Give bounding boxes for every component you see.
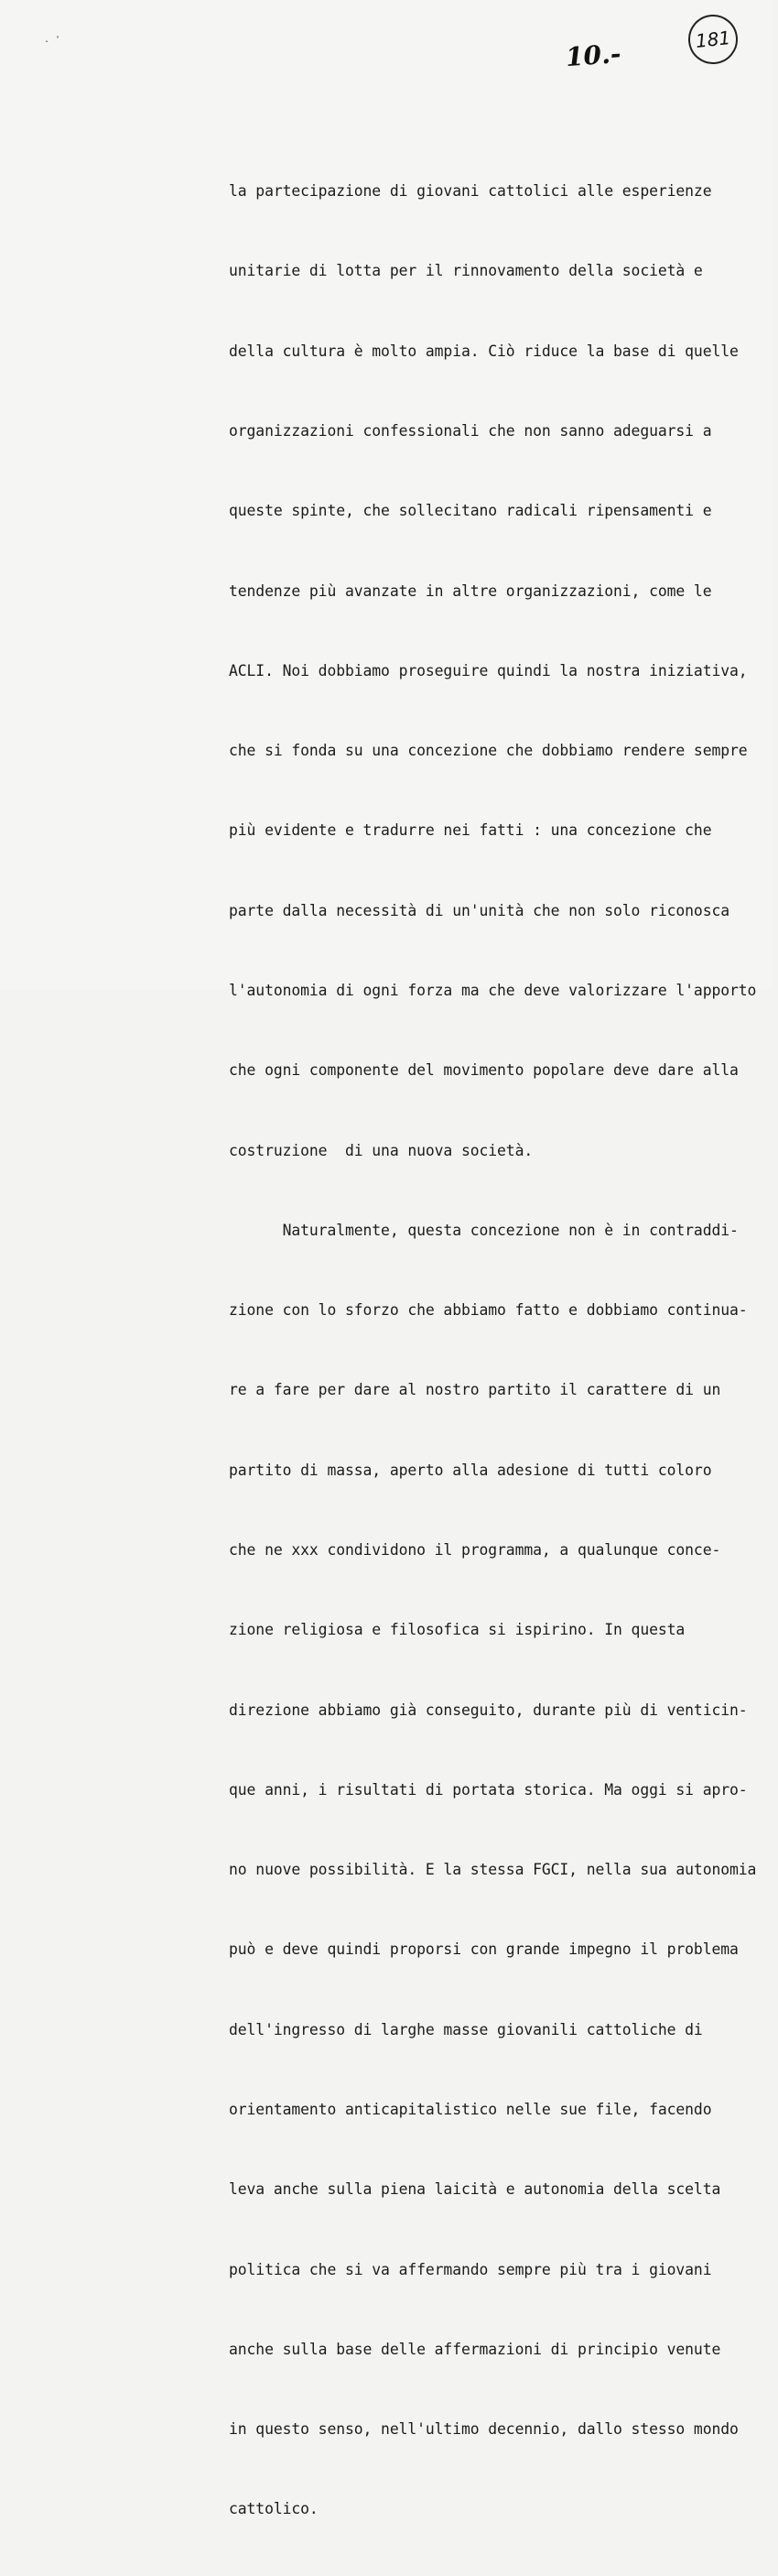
text-line: che ogni componente del movimento popolare deve dare alla bbox=[229, 1061, 739, 1080]
text-line: l'autonomia di ogni forza ma che deve valorizzare l'apporto bbox=[229, 982, 757, 999]
page-number: 10.- bbox=[564, 38, 622, 73]
text-line: zione religiosa e filosofica si ispirino. In questa bbox=[229, 1621, 686, 1639]
text-line: ACLI. Noi dobbiamo proseguire quindi la nostra iniziativa, bbox=[229, 661, 748, 679]
text-line: costruzione di una nuova società. bbox=[229, 1141, 534, 1159]
text-line: può e deve quindi proporsi con grande impegno il problema bbox=[229, 1940, 739, 1959]
text-line: Naturalmente, questa concezione non è in contraddi- bbox=[229, 1221, 739, 1239]
text-line: più evidente e tradurre nei fatti : una concezione che bbox=[229, 821, 712, 840]
scan-speck: . ' bbox=[44, 35, 61, 45]
text-line: tendenze più avanzate in altre organizzazioni, come le bbox=[229, 582, 712, 600]
text-line: parte dalla necessità di un'unità che non solo riconosca bbox=[229, 901, 730, 919]
text-line: la partecipazione di giovani cattolici alle esperienze bbox=[229, 182, 712, 201]
text-line: orientamento anticapitalistico nelle sue file, facendo bbox=[229, 2100, 712, 2118]
text-line: che si fonda su una concezione che dobbiamo rendere sempre bbox=[229, 742, 748, 760]
text-line: no nuove possibilità. E la stessa FGCI, nella sua autonomia bbox=[229, 1861, 757, 1879]
body-text bbox=[229, 125, 778, 2576]
text-line: que anni, i risultati di portata storica. Ma oggi si apro- bbox=[229, 1780, 748, 1799]
text-line: leva anche sulla piena laicità e autonomia della scelta bbox=[229, 2180, 721, 2199]
text-line: della cultura è molto ampia. Ciò riduce la base di quelle bbox=[229, 342, 739, 360]
archive-stamp bbox=[686, 12, 740, 66]
text-line: in questo senso, nell'ultimo decennio, dallo stesso mondo bbox=[229, 2420, 739, 2439]
text-line: partito di massa, aperto alla adesione di tutti coloro bbox=[229, 1461, 712, 1479]
text-line: zione con lo sforzo che abbiamo fatto e dobbiamo continua- bbox=[229, 1301, 748, 1320]
text-line: che ne xxx condividono il programma, a qualunque conce- bbox=[229, 1540, 721, 1559]
archive-number: 181 bbox=[694, 27, 732, 52]
text-line: organizzazioni confessionali che non sanno adeguarsi a bbox=[229, 422, 712, 440]
text-line: unitarie di lotta per il rinnovamento della società e bbox=[229, 262, 703, 280]
text-line: politica che si va affermando sempre più tra i giovani bbox=[229, 2260, 712, 2278]
text-line: cattolico. bbox=[229, 2500, 319, 2518]
text-line: re a fare per dare al nostro partito il carattere di un bbox=[229, 1381, 721, 1399]
text-line: queste spinte, che sollecitano radicali ripensamenti e bbox=[229, 502, 712, 520]
text-line: dell'ingresso di larghe masse giovanili cattoliche di bbox=[229, 2020, 703, 2038]
text-line: anche sulla base delle affermazioni di principio venute bbox=[229, 2340, 721, 2358]
text-line: direzione abbiamo già conseguito, durante più di venticin- bbox=[229, 1701, 748, 1719]
